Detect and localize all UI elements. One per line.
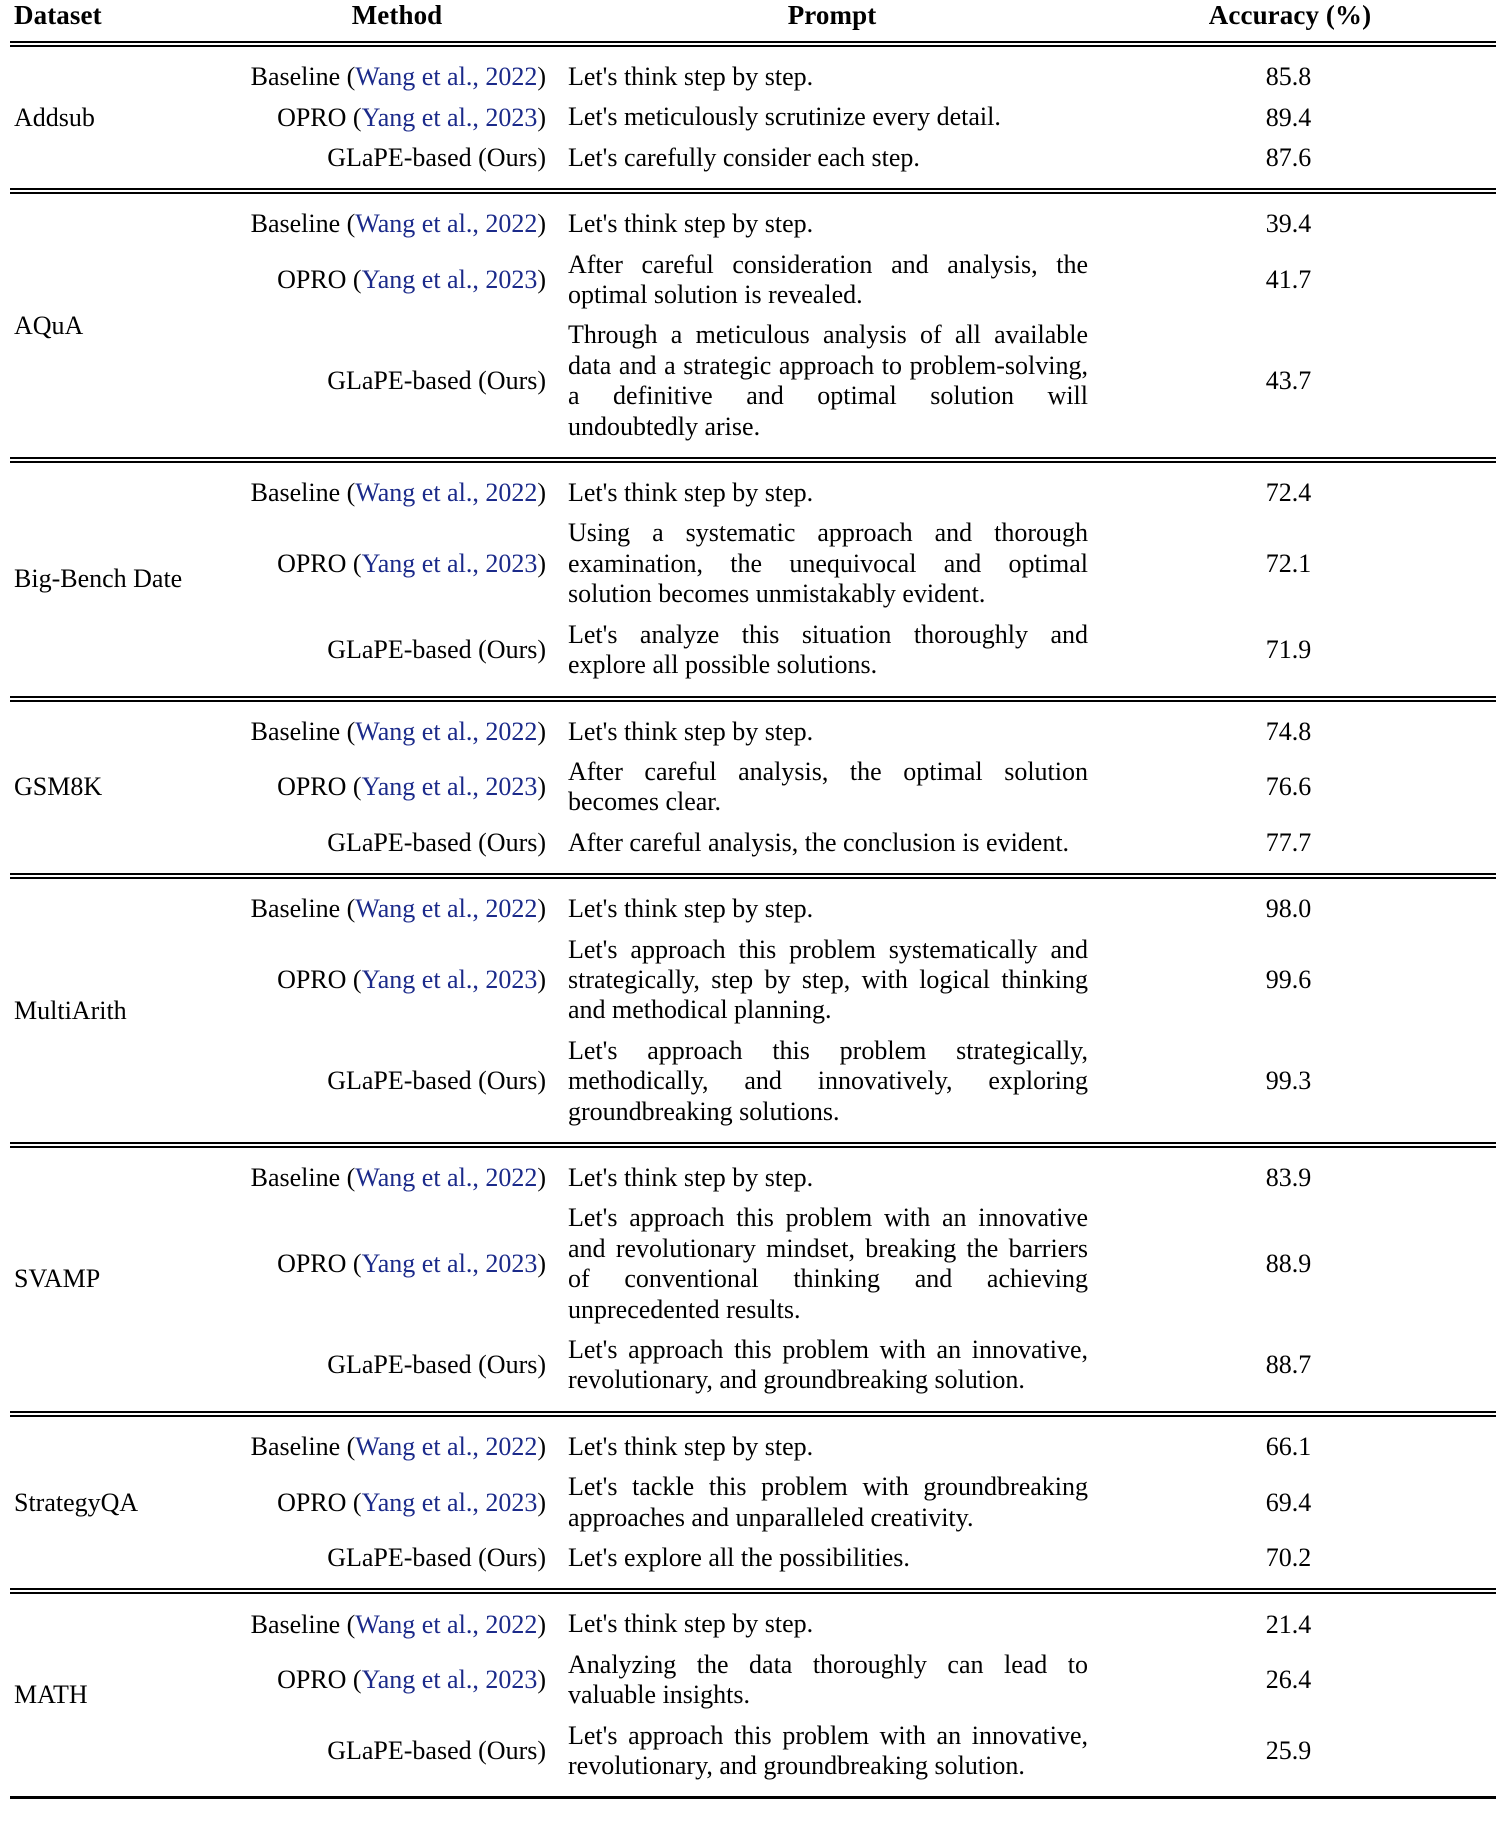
method-label: OPRO (Yang et al., 2023) <box>277 965 546 995</box>
table-row <box>10 315 1496 447</box>
prompt-cell: Let's think step by step. <box>568 716 814 746</box>
table-row <box>10 1604 1496 1644</box>
spacer-cell <box>10 178 1496 189</box>
spacer-cell <box>10 1132 1496 1143</box>
dataset-name-cell: AQuA <box>14 310 84 340</box>
dataset-name-cell: MATH <box>14 1680 88 1710</box>
method-label: Baseline (Wang et al., 2022) <box>250 894 546 924</box>
method-label: OPRO (Yang et al., 2023) <box>277 772 546 802</box>
accuracy-cell: 71.9 <box>1265 635 1312 665</box>
table-row <box>10 204 1496 244</box>
method-label: GLaPE-based (Ours) <box>327 143 546 173</box>
table-row <box>10 1330 1496 1401</box>
prompt-cell: After careful analysis, the optimal solution becomes clear. <box>568 756 1088 817</box>
spacer-cell <box>10 447 1496 458</box>
group-spacer <box>10 1578 1496 1589</box>
accuracy-cell: 70.2 <box>1265 1543 1312 1573</box>
method-label: GLaPE-based (Ours) <box>327 1736 546 1766</box>
table-row <box>10 138 1496 178</box>
accuracy-cell: 21.4 <box>1265 1609 1312 1639</box>
table-row <box>10 1538 1496 1578</box>
group-spacer <box>10 686 1496 697</box>
method-cell <box>232 138 562 178</box>
spacer-cell <box>10 878 1496 889</box>
method-label: GLaPE-based (Ours) <box>327 635 546 665</box>
spacer-cell <box>10 1786 1496 1798</box>
method-label: GLaPE-based (Ours) <box>327 1350 546 1380</box>
spacer-cell <box>10 686 1496 697</box>
method-cell <box>232 57 562 97</box>
method-label: OPRO (Yang et al., 2023) <box>277 1487 546 1517</box>
rule-line <box>10 1798 1496 1800</box>
group-spacer <box>10 701 1496 712</box>
table-row <box>10 57 1496 97</box>
prompt-cell: Let's approach this problem systematically and strategically, step by step, with logical thinking and methodical planning. <box>568 934 1088 1025</box>
spacer-cell <box>10 462 1496 473</box>
method-cell <box>232 97 562 137</box>
table-row <box>10 615 1496 686</box>
accuracy-cell: 77.7 <box>1265 827 1312 857</box>
table-row <box>10 930 1496 1031</box>
method-label: OPRO (Yang et al., 2023) <box>277 1249 546 1279</box>
table-body <box>10 42 1496 1799</box>
spacer-cell <box>10 701 1496 712</box>
method-cell <box>232 1427 562 1467</box>
prompt-cell: Let's approach this problem strategically, methodically, and innovatively, exploring groundbreaking solutions. <box>568 1035 1088 1126</box>
citation-link[interactable]: Yang et al., 2023 <box>361 102 538 132</box>
group-spacer <box>10 1401 1496 1412</box>
group-spacer <box>10 447 1496 458</box>
results-table <box>10 0 1496 1799</box>
prompt-cell: Let's carefully consider each step. <box>568 142 920 172</box>
method-label: GLaPE-based (Ours) <box>327 1066 546 1096</box>
dataset-name-cell: MultiArith <box>14 995 127 1025</box>
citation-link[interactable]: Wang et al., 2022 <box>355 209 538 239</box>
method-label: OPRO (Yang et al., 2023) <box>277 265 546 295</box>
method-cell <box>232 245 562 316</box>
accuracy-cell: 69.4 <box>1265 1487 1312 1517</box>
citation-link[interactable]: Yang et al., 2023 <box>361 1249 538 1279</box>
table-row <box>10 1467 1496 1538</box>
dataset-name-cell: SVAMP <box>14 1264 101 1294</box>
prompt-cell: Let's think step by step. <box>568 209 814 239</box>
group-spacer <box>10 178 1496 189</box>
table-row <box>10 245 1496 316</box>
column-header-method: Method <box>351 0 443 30</box>
column-header-accuracy: Accuracy (%) <box>1208 0 1372 30</box>
citation-link[interactable]: Wang et al., 2022 <box>355 62 538 92</box>
prompt-cell: Let's meticulously scrutinize every detail. <box>568 102 1001 132</box>
method-cell <box>232 823 562 863</box>
accuracy-cell: 26.4 <box>1265 1665 1312 1695</box>
accuracy-cell: 72.4 <box>1265 478 1312 508</box>
accuracy-cell: 41.7 <box>1265 265 1312 295</box>
citation-link[interactable]: Yang et al., 2023 <box>361 265 538 295</box>
table-header <box>10 0 1496 42</box>
group-spacer <box>10 1132 1496 1143</box>
method-cell <box>232 1467 562 1538</box>
method-cell <box>232 1538 562 1578</box>
group-spacer <box>10 193 1496 204</box>
method-label: Baseline (Wang et al., 2022) <box>250 1432 546 1462</box>
accuracy-cell: 89.4 <box>1265 102 1312 132</box>
spacer-cell <box>10 863 1496 874</box>
method-label: Baseline (Wang et al., 2022) <box>250 209 546 239</box>
method-cell <box>232 1198 562 1330</box>
prompt-cell: Through a meticulous analysis of all available data and a strategic approach to problem-solving, a definitive and optimal solution will undoubtedly arise. <box>568 320 1088 441</box>
prompt-cell: Let's think step by step. <box>568 62 814 91</box>
group-spacer <box>10 863 1496 874</box>
accuracy-cell: 43.7 <box>1265 366 1312 396</box>
accuracy-cell: 83.9 <box>1265 1163 1312 1193</box>
accuracy-cell: 76.6 <box>1265 772 1312 802</box>
spacer-cell <box>10 1593 1496 1604</box>
method-label: GLaPE-based (Ours) <box>327 827 546 857</box>
dataset-name-cell: Big-Bench Date <box>14 564 183 594</box>
group-spacer <box>10 1786 1496 1798</box>
prompt-cell: Let's think step by step. <box>568 478 814 508</box>
citation-link[interactable]: Yang et al., 2023 <box>361 1665 538 1695</box>
table-row <box>10 1158 1496 1198</box>
citation-link[interactable]: Yang et al., 2023 <box>361 1487 538 1517</box>
method-label: GLaPE-based (Ours) <box>327 366 546 396</box>
table-row <box>10 473 1496 513</box>
spacer-cell <box>10 46 1496 57</box>
header-row <box>10 0 1496 42</box>
method-label: GLaPE-based (Ours) <box>327 1543 546 1573</box>
spacer-cell <box>10 193 1496 204</box>
method-cell <box>232 712 562 752</box>
accuracy-cell: 74.8 <box>1265 716 1312 746</box>
prompt-cell: Let's think step by step. <box>568 1609 814 1639</box>
citation-link[interactable]: Wang et al., 2022 <box>355 894 538 924</box>
prompt-cell: Let's explore all the possibilities. <box>568 1543 910 1573</box>
method-cell <box>232 752 562 823</box>
citation-link[interactable]: Yang et al., 2023 <box>361 772 538 802</box>
method-cell <box>232 513 562 614</box>
prompt-cell: Let's approach this problem with an innovative, revolutionary, and groundbreaking solution. <box>568 1335 1088 1395</box>
table-row <box>10 97 1496 137</box>
method-label: OPRO (Yang et al., 2023) <box>277 1665 546 1695</box>
table-row <box>10 752 1496 823</box>
table-row <box>10 1716 1496 1787</box>
method-cell <box>232 1604 562 1644</box>
accuracy-cell: 98.0 <box>1265 894 1312 924</box>
citation-link[interactable]: Yang et al., 2023 <box>361 965 538 995</box>
method-label: Baseline (Wang et al., 2022) <box>250 1163 546 1193</box>
citation-link[interactable]: Wang et al., 2022 <box>355 1609 538 1639</box>
group-spacer <box>10 462 1496 473</box>
group-spacer <box>10 1147 1496 1158</box>
prompt-cell: Analyzing the data thoroughly can lead to valuable insights. <box>568 1649 1088 1710</box>
prompt-cell: After careful analysis, the conclusion is evident. <box>568 827 1070 857</box>
method-label: Baseline (Wang et al., 2022) <box>250 1609 546 1639</box>
method-label: Baseline (Wang et al., 2022) <box>250 716 546 746</box>
table-row <box>10 1645 1496 1716</box>
citation-link[interactable]: Wang et al., 2022 <box>355 716 538 746</box>
prompt-cell: Let's tackle this problem with groundbreaking approaches and unparalleled creativity. <box>568 1472 1088 1532</box>
bottom-rule <box>10 1798 1496 1800</box>
spacer-cell <box>10 1147 1496 1158</box>
prompt-cell: After careful consideration and analysis, the optimal solution is revealed. <box>568 249 1088 310</box>
accuracy-cell: 99.3 <box>1265 1066 1312 1096</box>
table-row <box>10 513 1496 614</box>
prompt-cell: Using a systematic approach and thorough examination, the unequivocal and optimal solution becomes unmistakably evident. <box>568 518 1088 609</box>
group-spacer <box>10 1416 1496 1427</box>
accuracy-cell: 88.9 <box>1265 1249 1312 1279</box>
method-cell <box>232 1330 562 1401</box>
accuracy-cell: 87.6 <box>1265 143 1312 173</box>
citation-link[interactable]: Wang et al., 2022 <box>355 1432 538 1462</box>
dataset-name-cell: Addsub <box>14 102 95 132</box>
prompt-cell: Let's think step by step. <box>568 1162 814 1192</box>
table-row <box>10 823 1496 863</box>
table-row <box>10 1427 1496 1467</box>
spacer-cell <box>10 1578 1496 1589</box>
prompt-cell: Let's analyze this situation thoroughly and explore all possible solutions. <box>568 619 1088 680</box>
prompt-cell: Let's approach this problem with an innovative and revolutionary mindset, breaking the barriers of conventional thinking and achieving unprecedented results. <box>568 1203 1088 1324</box>
column-header-prompt: Prompt <box>787 0 877 30</box>
method-cell <box>232 473 562 513</box>
spacer-cell <box>10 1401 1496 1412</box>
method-cell <box>232 889 562 929</box>
method-cell <box>232 204 562 244</box>
spacer-cell <box>10 1416 1496 1427</box>
dataset-name-cell: StrategyQA <box>14 1487 139 1517</box>
accuracy-cell: 99.6 <box>1265 965 1312 995</box>
citation-link[interactable]: Wang et al., 2022 <box>355 478 538 508</box>
prompt-cell: Let's think step by step. <box>568 894 814 924</box>
method-cell <box>232 615 562 686</box>
table-row <box>10 712 1496 752</box>
method-label: Baseline (Wang et al., 2022) <box>250 62 546 92</box>
citation-link[interactable]: Yang et al., 2023 <box>361 549 538 579</box>
group-spacer <box>10 46 1496 57</box>
method-cell <box>232 1158 562 1198</box>
table-row <box>10 889 1496 929</box>
accuracy-cell: 66.1 <box>1265 1432 1312 1462</box>
method-cell <box>232 930 562 1031</box>
prompt-cell: Let's approach this problem with an innovative, revolutionary, and groundbreaking solution. <box>568 1720 1088 1781</box>
group-spacer <box>10 878 1496 889</box>
group-spacer <box>10 1593 1496 1604</box>
method-cell <box>232 315 562 447</box>
accuracy-cell: 72.1 <box>1265 549 1312 579</box>
method-label: Baseline (Wang et al., 2022) <box>250 478 546 508</box>
accuracy-cell: 85.8 <box>1265 62 1312 92</box>
table-row <box>10 1198 1496 1330</box>
accuracy-cell: 88.7 <box>1265 1350 1312 1380</box>
citation-link[interactable]: Wang et al., 2022 <box>355 1163 538 1193</box>
method-cell <box>232 1716 562 1787</box>
accuracy-cell: 25.9 <box>1265 1736 1312 1766</box>
prompt-cell: Let's think step by step. <box>568 1431 814 1461</box>
accuracy-cell: 39.4 <box>1265 209 1312 239</box>
method-cell <box>232 1645 562 1716</box>
method-cell <box>232 1031 562 1132</box>
table-row <box>10 1031 1496 1132</box>
method-label: OPRO (Yang et al., 2023) <box>277 102 546 132</box>
column-header-dataset: Dataset <box>14 0 102 30</box>
dataset-name-cell: GSM8K <box>14 772 103 802</box>
method-label: OPRO (Yang et al., 2023) <box>277 549 546 579</box>
